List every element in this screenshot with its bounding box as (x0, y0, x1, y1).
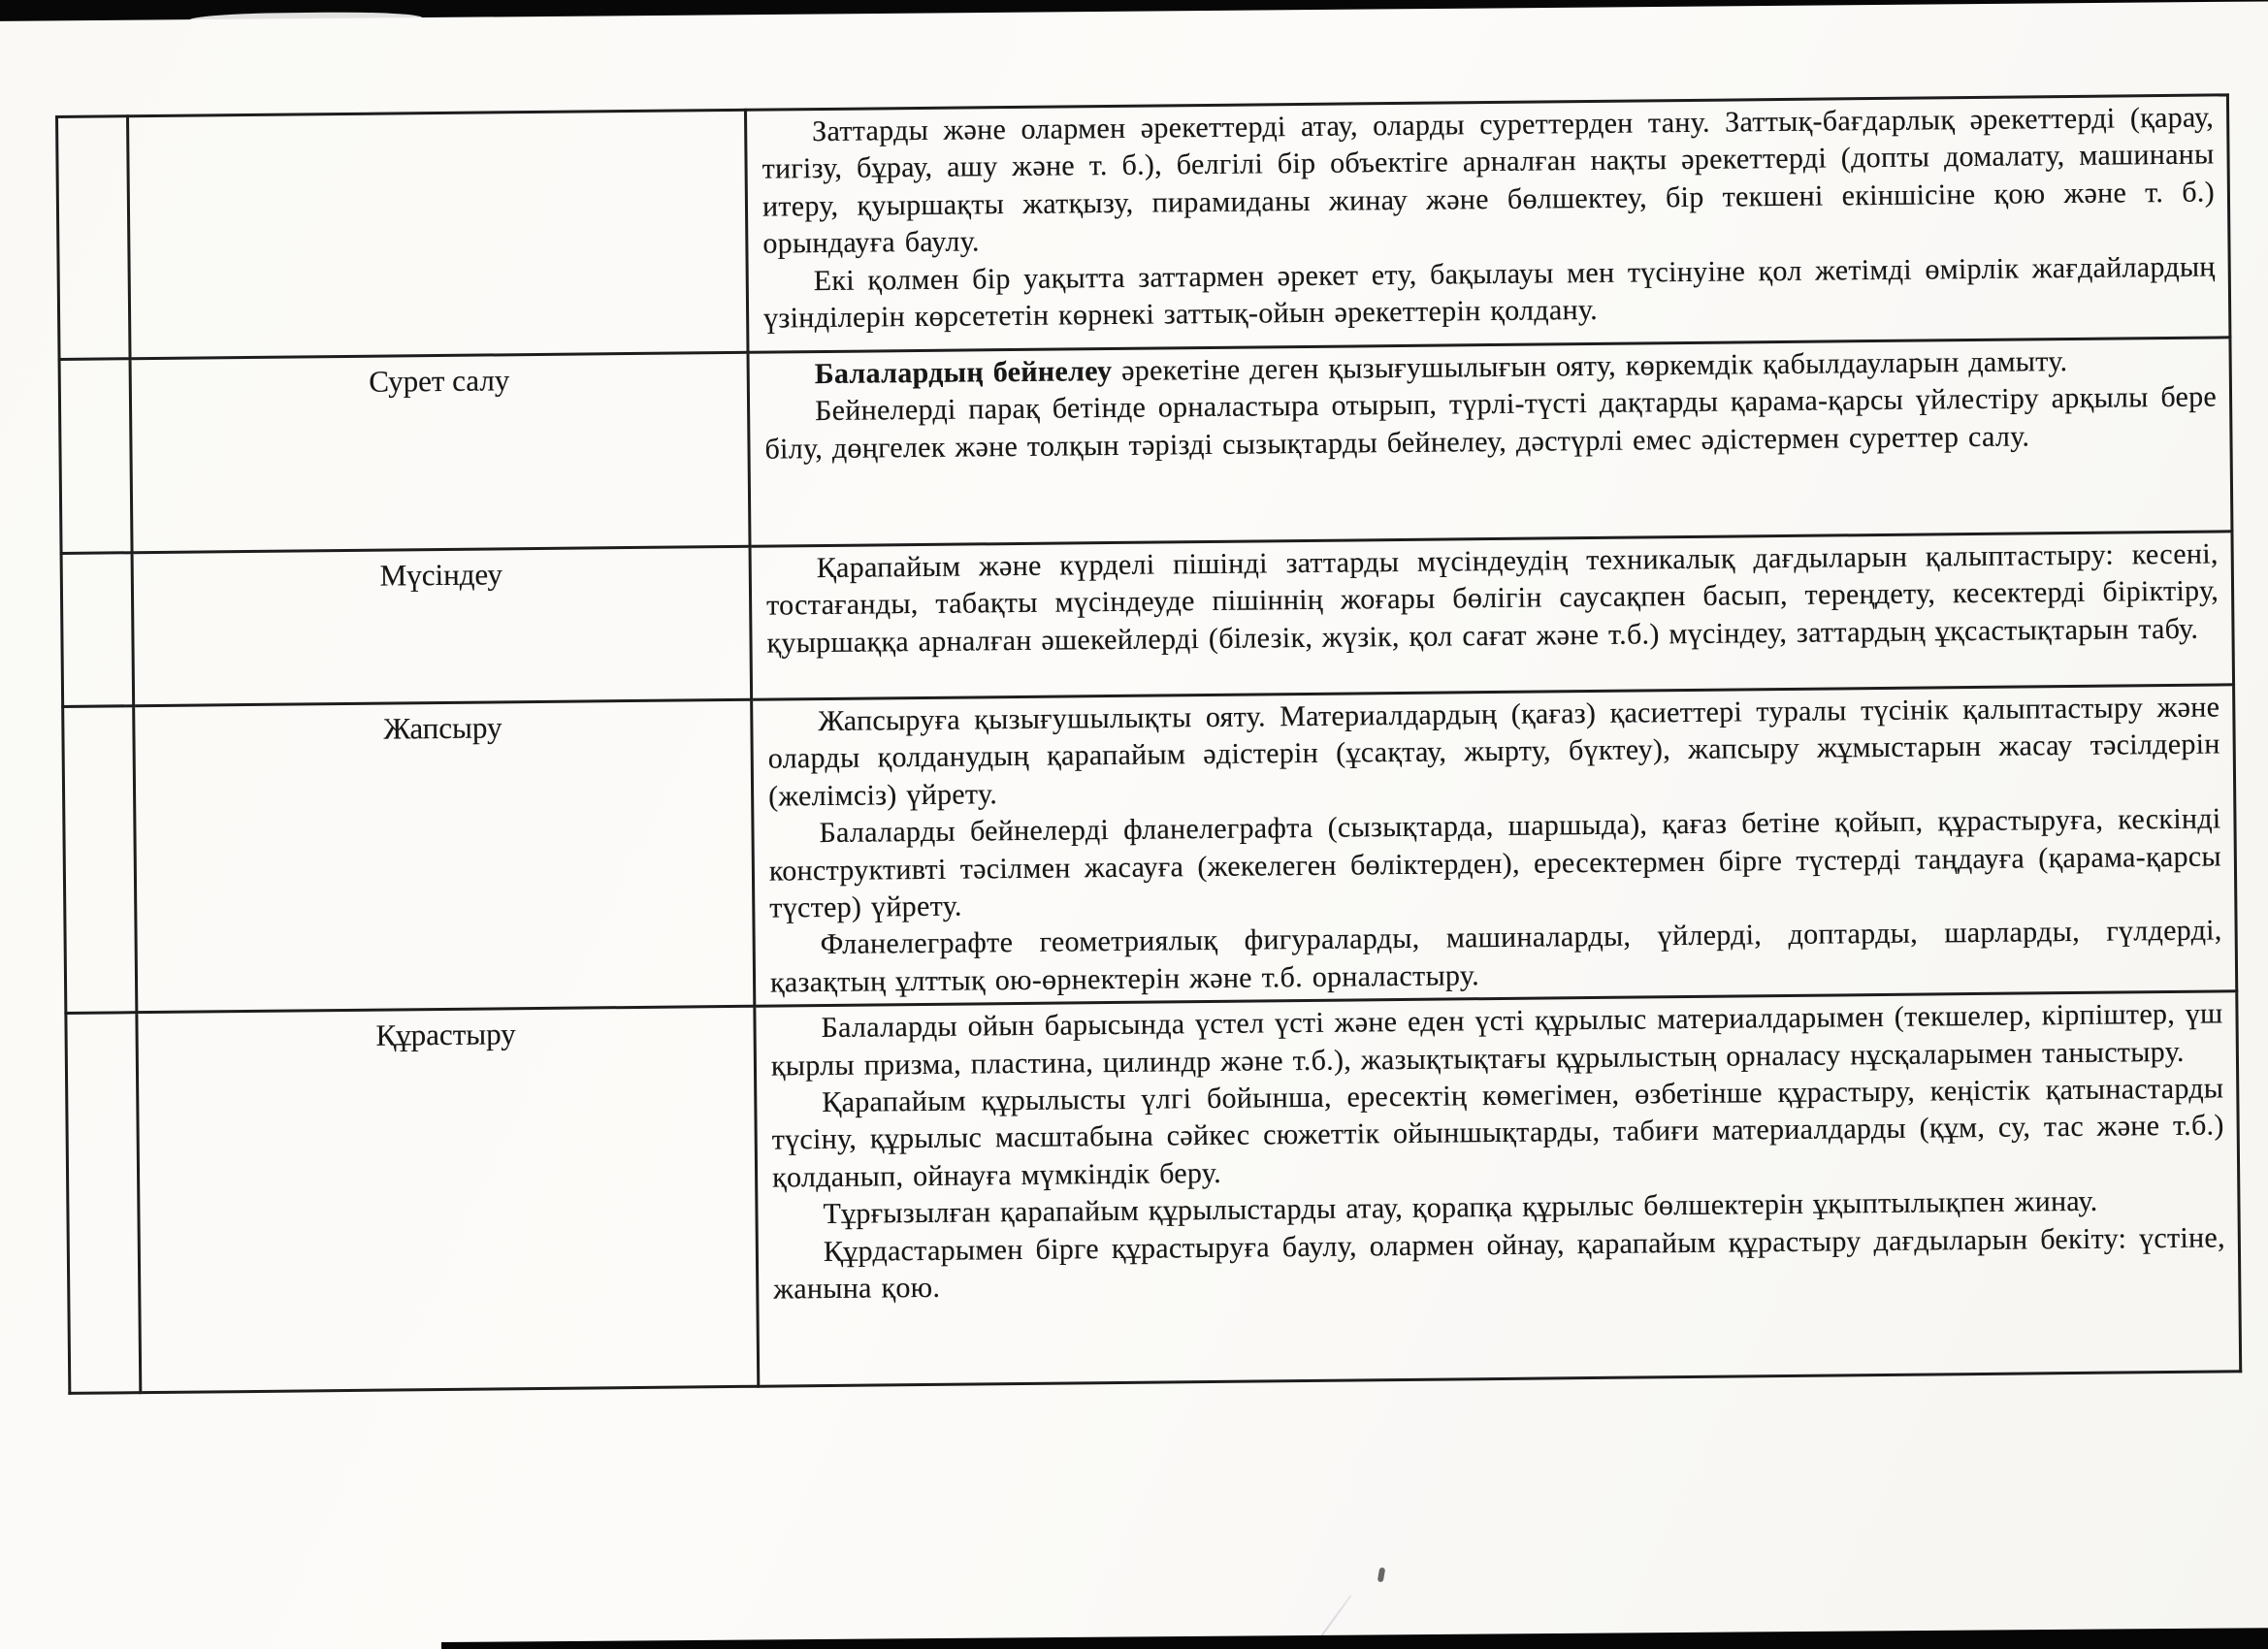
paragraph (773, 1219, 2226, 1309)
paragraph (763, 248, 2217, 338)
index-cell (59, 359, 132, 554)
program-table-body (57, 95, 2241, 1394)
curriculum-table (55, 93, 2242, 1395)
paragraph (770, 913, 2223, 1002)
paragraph (761, 99, 2215, 263)
description-cell (748, 338, 2232, 546)
table-row (63, 685, 2237, 1014)
paragraph-text: Қарапайым және күрделі пішінді заттарды мүсіндеудің техникалық дағдыларын қалыптастыру: кесені, тостағанды, табақты мүсіндеуде пішіннің жоғары бөлігін саусақпен басып, тереңдету, кесектерді біріктіру, қуыршаққа арналған әшекейлерді (білезік, жүзік, қол сағат және т.б.) мүсіндеу, заттардың ұқсастықтарын табу. (765, 537, 2219, 660)
paragraph-text: Балаларды ойын барысында үстел үсті және еден үсті құрылыс материалдарымен (текшелер, кірпіштер, үш қырлы призма, пластина, цилиндр және т.б.), жазықтықтағы құрылыстың орналасу нұсқаларымен таныстыру. (770, 997, 2223, 1083)
activity-label: Құрастыру (375, 1017, 516, 1052)
index-cell (61, 553, 134, 707)
activity-label: Сурет салу (369, 363, 510, 399)
table-row (61, 532, 2233, 707)
index-cell (57, 116, 131, 360)
activity-label: Мүсіндеу (379, 557, 503, 593)
paragraph-text: әрекетіне деген қызығушылығын ояту, көркемдік қабылдауларын дамыту. (1112, 345, 2068, 387)
paragraph-text: Тұрғызылған қарапайым құрылыстарды атау, қорапқа құрылыс бөлшектерін ұқыптылықпен жинау. (823, 1185, 2098, 1231)
paragraph-text: Құрдастарымен бірге құрастыруға баулу, олармен ойнау, қарапайым құрастыру дағдыларын бекіту: үстіне, жанына қою. (773, 1221, 2225, 1306)
activity-label: Жапсыру (383, 710, 502, 746)
paragraph-text: Заттарды және олармен әрекеттерді атау, оларды суреттерден тану. Заттық-бағдарлық әрекеттерді (қарау, тигізу, бұрау, ашу және т. б.), белгілі бір объектіге арналған нақты әрекеттерді (допты домалату, машинаны итеру, қуыршақты жатқызу, пирамиданы жинау және бөлшектеу, бір текшені екіншісіне қою және т. б.) орындауға баулу. (761, 101, 2216, 260)
table-row (57, 95, 2230, 360)
description-cell (752, 685, 2237, 1007)
table-row (59, 338, 2232, 554)
activity-label-cell (132, 546, 752, 705)
paragraph-text: Екі қолмен бір уақытта заттармен әрекет ету, бақылауы мен түсінуіне қол жетімді өмірлік жағдайлардың үзінділерін көрсететін көрнекі заттық-ойын әрекеттерін қолдану. (762, 250, 2216, 335)
paragraph (764, 379, 2218, 469)
paragraph-text: Қарапайым құрылысты үлгі бойынша, ересектің көмегімен, өзбетінше құрастыру, кеңістік қатынастарды түсіну, құрылыс масштабына сәйкес сюжеттік ойыншықтарды, табиғи материалдарды (құм, су, тас және т.б.) қолданып, ойнауға мүмкіндік беру. (771, 1072, 2224, 1194)
paragraph (767, 689, 2220, 815)
paragraph-text: Фланелеграфте геометриялық фигураларды, машиналарды, үйлерді, доптарды, шарларды, гүлдерді, қазақтың ұлттық ою-өрнектерін және т.б. орналастыру. (769, 914, 2222, 999)
index-cell (63, 706, 137, 1014)
paragraph (766, 535, 2219, 662)
paragraph-text: Бейнелерді парақ бетінде орналастыра отырып, түрлі-түсті дақтарды қарама-қарсы үйлестіру арқылы бере білу, дөңгелек және толқын тәрізді сызықтарды бейнелеу, дәстүрлі емес әдістермен суреттер салу. (764, 380, 2218, 466)
paragraph (771, 1070, 2224, 1196)
activity-label-cell (134, 699, 755, 1013)
bold-lead-text: Балалардың бейнелеу (814, 354, 1113, 391)
activity-label (130, 117, 743, 123)
paragraph (768, 801, 2221, 927)
table-row (66, 991, 2241, 1394)
index-cell (66, 1013, 141, 1394)
activity-label-cell (130, 352, 750, 552)
description-cell (755, 991, 2241, 1386)
description-cell (745, 95, 2229, 352)
paragraph-text: Балаларды бейнелерді фланелеграфта (сызықтарда, шаршыда), қағаз бетіне қойып, құрастыруға, кескінді конструктивті тәсілмен жасауға (жекелеген бөліктерден), ересектермен бірге түстерді таңдауға (қарама-қарсы түстер) үйрету. (768, 802, 2222, 924)
paragraph-text: Жапсыруға қызығушылықты ояту. Материалдардың (қағаз) қасиеттері туралы түсінік қалыптастыру және оларды қолданудың қарапайым әдістерін (ұсақтау, жырту, бүктеу), жапсыру жұмыстарын жасау тәсілдерін (желімсіз) үйрету. (767, 691, 2220, 813)
activity-label-cell (128, 110, 748, 358)
scan-speck-artifact (1377, 1568, 1386, 1583)
activity-label-cell (137, 1007, 759, 1393)
scanner-edge-bottom-bar (441, 1628, 2268, 1649)
description-cell (750, 532, 2234, 699)
